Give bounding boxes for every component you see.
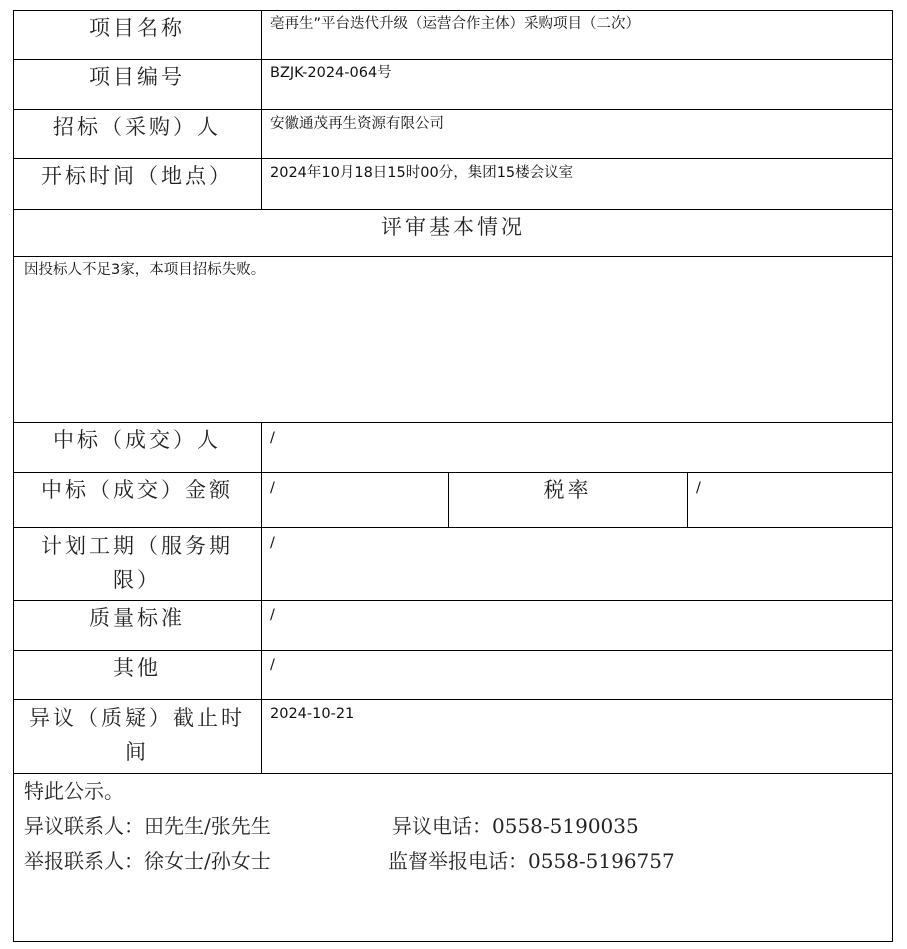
objection-deadline-value: 2024-10-21 <box>270 706 355 722</box>
amount-value: / <box>270 480 275 496</box>
winner-value: / <box>270 430 275 446</box>
opening-time-label: 开标时间（地点） <box>41 164 233 188</box>
row-divider <box>13 699 893 700</box>
objection-phone: 异议电话：0558-5190035 <box>392 814 639 838</box>
project-number-label: 项目编号 <box>89 65 185 89</box>
report-phone: 监督举报电话：0558-5196757 <box>388 849 675 873</box>
column-divider <box>261 10 262 209</box>
period-label-line1: 计划工期（服务期 <box>41 534 233 558</box>
review-text: 因投标人不足3家，本项目招标失败。 <box>24 262 266 278</box>
purchaser-label: 招标（采购）人 <box>53 115 221 139</box>
row-divider <box>13 527 893 528</box>
review-section-title: 评审基本情况 <box>381 215 525 239</box>
objection-contact: 异议联系人：田先生/张先生 <box>24 814 271 838</box>
row-divider <box>13 773 893 774</box>
purchaser-value: 安徽通茂再生资源有限公司 <box>270 116 444 132</box>
quality-label: 质量标准 <box>89 606 185 630</box>
amount-label: 中标（成交）金额 <box>41 478 233 502</box>
report-contact: 举报联系人：徐女士/孙女士 <box>24 849 271 873</box>
period-label-line2: 限） <box>113 568 161 592</box>
quality-value: / <box>270 607 275 623</box>
column-divider <box>261 422 262 773</box>
other-value: / <box>270 657 275 673</box>
project-name-value: 亳再生”平台迭代升级（运营合作主体）采购项目（二次） <box>270 16 641 32</box>
winner-label: 中标（成交）人 <box>53 428 221 452</box>
project-name-label: 项目名称 <box>89 16 185 40</box>
tax-rate-value: / <box>696 480 701 496</box>
objection-deadline-label-line1: 异议（质疑）截止时 <box>29 706 245 730</box>
period-value: / <box>270 535 275 551</box>
tax-rate-label: 税率 <box>543 478 592 502</box>
notice-line: 特此公示。 <box>24 779 124 803</box>
opening-time-value: 2024年10月18日15时00分，集团15楼会议室 <box>270 165 574 181</box>
other-label: 其他 <box>113 656 161 680</box>
row-divider <box>13 256 893 257</box>
column-divider <box>687 472 688 527</box>
objection-deadline-label-line2: 间 <box>125 740 149 764</box>
project-number-value: BZJK-2024-064号 <box>270 65 392 81</box>
